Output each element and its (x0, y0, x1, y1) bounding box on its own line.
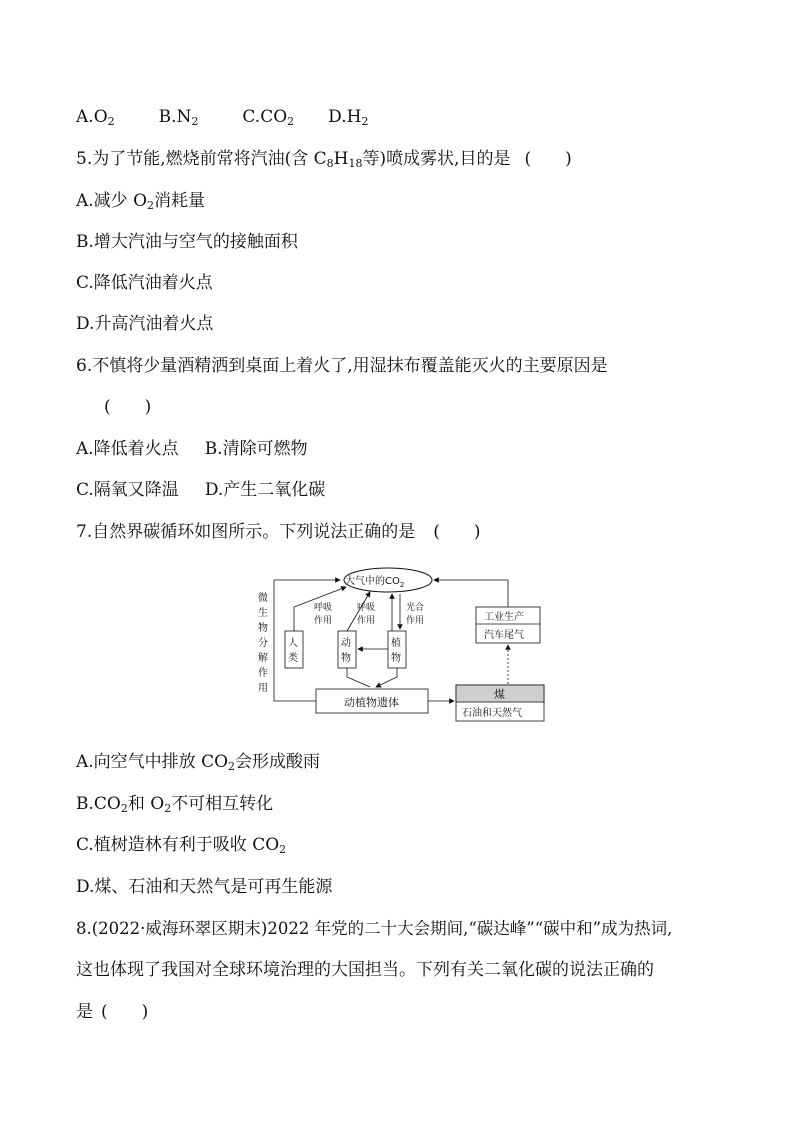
q6-option-a: A.降低着火点 (76, 439, 179, 459)
q8-stem-line1: 8.(2022·威海环翠区期末)2022 年党的二十大会期间,“碳达峰”“碳中和”成为热词, (76, 919, 673, 938)
svg-text:动植物遗体: 动植物遗体 (344, 696, 399, 709)
svg-text:作用: 作用 (406, 616, 425, 626)
q7-option-d: D.煤、石油和天然气是可再生能源 (76, 877, 333, 897)
answer-bracket: ( ) (104, 397, 152, 417)
q8-stem-line3: 是 ( ) (76, 1002, 149, 1022)
answer-bracket: ( ) (101, 1002, 149, 1022)
svg-text:动: 动 (341, 638, 351, 649)
svg-text:煤: 煤 (494, 688, 505, 701)
q4-option-a: $A.O_2$ (76, 107, 115, 128)
svg-text:石油和天然气: 石油和天然气 (462, 708, 522, 719)
svg-text:人: 人 (288, 638, 298, 649)
svg-text:作用: 作用 (314, 616, 333, 626)
svg-text:类: 类 (288, 653, 298, 664)
svg-text:物: 物 (258, 623, 268, 634)
svg-text:工业生产: 工业生产 (484, 612, 524, 623)
q6-option-d: D.产生二氧化碳 (204, 480, 326, 500)
svg-text:光合: 光合 (406, 603, 425, 613)
svg-text:分: 分 (258, 638, 268, 649)
svg-text:微: 微 (258, 593, 268, 604)
q7-stem: 7.自然界碳循环如图所示。下列说法正确的是 ( ) (76, 522, 481, 542)
q4-option-b: $B.N_2$ (158, 107, 199, 128)
micro-decomposition-label (258, 591, 268, 694)
q4-option-d: $D.H_2$ (328, 107, 369, 128)
q6-stem: 6.不慎将少量酒精洒到桌面上着火了,用湿抹布覆盖能灭火的主要原因是 (76, 356, 608, 376)
svg-text:物: 物 (391, 653, 401, 664)
svg-text:呼吸: 呼吸 (357, 603, 376, 613)
svg-text:物: 物 (341, 653, 351, 664)
q6-options-row2 (76, 479, 325, 501)
emission-arrow (434, 580, 508, 607)
carbon-cycle-diagram (252, 565, 552, 727)
q6-options-row1 (76, 438, 308, 460)
q7-option-c: C.植树造林有利于吸收 $CO_2$ (76, 835, 287, 856)
svg-text:解: 解 (258, 653, 268, 664)
q4-options (76, 106, 368, 128)
q6-option-c: C.隔氧又降温 (76, 480, 179, 500)
q8-stem-line2: 这也体现了我国对全球环境治理的大国担当。下列有关二氧化碳的说法正确的 (76, 960, 654, 980)
svg-text:呼吸: 呼吸 (314, 603, 333, 613)
q4-option-c: $C.CO_2$ (242, 107, 295, 128)
decomposition-arrow (274, 580, 340, 701)
svg-text:作用: 作用 (357, 616, 376, 626)
answer-bracket: ( ) (524, 149, 572, 169)
svg-text:汽车尾气: 汽车尾气 (484, 630, 524, 641)
svg-text:作: 作 (258, 668, 268, 679)
q7-option-a: A.向空气中排放 $CO_2$会形成酸雨 (76, 752, 321, 773)
q7-option-b: $B.CO_2$和 $O_2$不可相互转化 (76, 794, 274, 815)
q5-option-a: A.减少 $O_2$消耗量 (76, 191, 206, 212)
q5-option-d: D.升高汽油着火点 (76, 314, 214, 334)
q5-option-c: C.降低汽油着火点 (76, 273, 213, 293)
svg-text:生: 生 (258, 608, 268, 619)
atmosphere-label: 大气中的$CO_2$ (345, 576, 405, 589)
svg-text:植: 植 (391, 638, 401, 649)
q5-option-b: B.增大汽油与空气的接触面积 (76, 232, 298, 252)
q5-stem: 5.为了节能,燃烧前常将汽油(含 $C_8H_{18}$等)喷成雾状,目的是 ( ) (76, 149, 572, 170)
svg-text:用: 用 (258, 683, 268, 694)
answer-bracket: ( ) (433, 522, 481, 542)
q6-option-b: B.清除可燃物 (204, 439, 308, 459)
